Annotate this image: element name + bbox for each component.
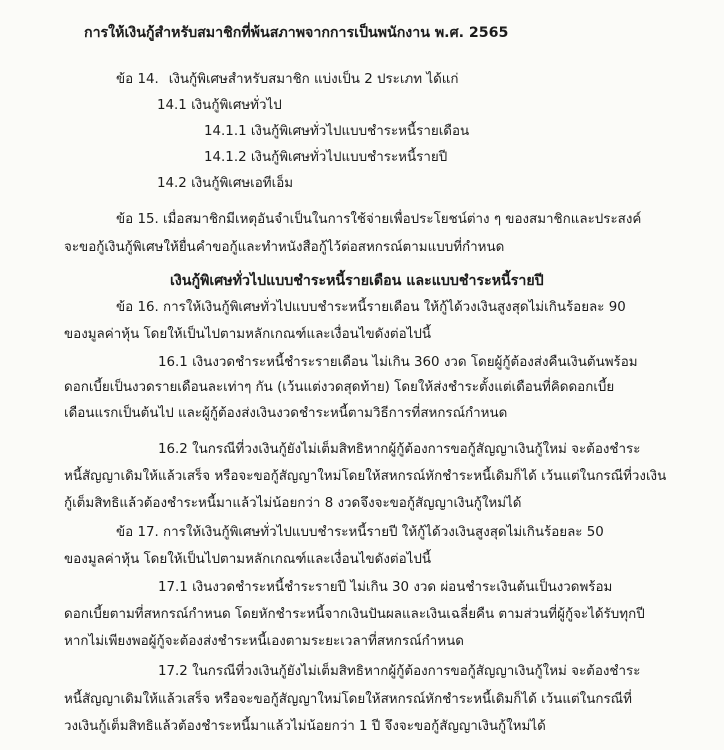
para-17-2-line-2: หนี้สัญญาเดิมให้แล้วเสร็จ หรือจะขอกู้สัญญาใหม่โดยให้สหกรณ์หักชำระหนี้เดิมก็ได้ เว้นแต่ในกรณีที่ (64, 692, 632, 707)
item-14-2: 14.2 เงินกู้พิเศษเอทีเอ็ม (157, 176, 294, 191)
para-16-1-line-1: 16.1 เงินงวดชำระหนี้ชำระรายเดือน ไม่เกิน 360 งวด โดยผู้กู้ต้องส่งคืนเงินต้นพร้อม (158, 355, 638, 370)
document-title: การให้เงินกู้สำหรับสมาชิกที่พ้นสภาพจากการเป็นพนักงาน พ.ศ. 2565 (84, 25, 509, 41)
para-17-1-line-2: ดอกเบี้ยตามที่สหกรณ์กำหนด โดยหักชำระหนี้จากเงินปันผลและเงินเฉลี่ยคืน ตามส่วนที่ผู้กู้จะได้รับทุกปี (64, 607, 645, 622)
clause-14-line (116, 70, 459, 90)
para-16-1-line-2: ดอกเบี้ยเป็นงวดรายเดือนละเท่าๆ กัน (เว้นแต่งวดสุดท้าย) โดยให้ส่งชำระตั้งแต่เดือนที่คิดดอกเบี้ย (64, 380, 615, 395)
clause-16-line-1: ข้อ 16. การให้เงินกู้พิเศษทั่วไปแบบชำระหนี้รายเดือน ให้กู้ได้วงเงินสูงสุดไม่เกินร้อยละ 90 (116, 300, 626, 315)
para-16-2-line-3: กู้เต็มสิทธิแล้วต้องชำระหนี้มาแล้วไม่น้อยกว่า 8 งวดจึงจะขอกู้สัญญาเงินกู้ใหม่ได้ (64, 496, 522, 511)
para-17-2-line-3: วงเงินกู้เต็มสิทธิแล้วต้องชำระหนี้มาแล้วไม่น้อยกว่า 1 ปี จึงจะขอกู้สัญญาเงินกู้ใหม่ได้ (64, 719, 546, 734)
clause-15-line-2: จะขอกู้เงินกู้พิเศษให้ยื่นคำขอกู้และทำหนังสือกู้ไว้ต่อสหกรณ์ตามแบบที่กำหนด (64, 240, 505, 255)
item-14-1-1: 14.1.1 เงินกู้พิเศษทั่วไปแบบชำระหนี้รายเดือน (204, 124, 470, 139)
clause-16-line-2: ของมูลค่าหุ้น โดยให้เป็นไปตามหลักเกณฑ์และเงื่อนไขดังต่อไปนี้ (64, 327, 432, 342)
para-17-1-line-1: 17.1 เงินงวดชำระหนี้ชำระรายปี ไม่เกิน 30 งวด ผ่อนชำระเงินต้นเป็นงวดพร้อม (158, 580, 613, 595)
clause-17-line-1: ข้อ 17. การให้เงินกู้พิเศษทั่วไปแบบชำระหนี้รายปี ให้กู้ได้วงเงินสูงสุดไม่เกินร้อยละ 50 (116, 525, 604, 540)
para-17-2-line-1: 17.2 ในกรณีที่วงเงินกู้ยังไม่เต็มสิทธิหากผู้กู้ต้องการขอกู้สัญญาเงินกู้ใหม่ จะต้องชำระ (158, 664, 641, 679)
section-heading: เงินกู้พิเศษทั่วไปแบบชำระหนี้รายเดือน และแบบชำระหนี้รายปี (170, 273, 544, 289)
clause-17-line-2: ของมูลค่าหุ้น โดยให้เป็นไปตามหลักเกณฑ์และเงื่อนไขดังต่อไปนี้ (64, 552, 432, 567)
clause-15-line-1: ข้อ 15. เมื่อสมาชิกมีเหตุอันจำเป็นในการใช้จ่ายเพื่อประโยชน์ต่าง ๆ ของสมาชิกและประสงค์ (116, 212, 642, 227)
para-17-1-line-3: หากไม่เพียงพอผู้กู้จะต้องส่งชำระหนี้เองตามระยะเวลาที่สหกรณ์กำหนด (64, 634, 464, 649)
item-14-1-2: 14.1.2 เงินกู้พิเศษทั่วไปแบบชำระหนี้รายปี (204, 150, 448, 165)
para-16-2-line-2: หนี้สัญญาเดิมให้แล้วเสร็จ หรือจะขอกู้สัญญาใหม่โดยให้สหกรณ์หักชำระหนี้เดิมก็ได้ เว้นแต่ในกรณีที่วงเงิน (64, 469, 667, 484)
para-16-2-line-1: 16.2 ในกรณีที่วงเงินกู้ยังไม่เต็มสิทธิหากผู้กู้ต้องการขอกู้สัญญาเงินกู้ใหม่ จะต้องชำระ (158, 442, 641, 457)
item-14-1: 14.1 เงินกู้พิเศษทั่วไป (157, 98, 282, 113)
para-16-1-line-3: เดือนแรกเป็นต้นไป และผู้กู้ต้องส่งเงินงวดชำระหนี้ตามวิธีการที่สหกรณ์กำหนด (64, 406, 508, 421)
clause-14-text: เงินกู้พิเศษสำหรับสมาชิก แบ่งเป็น 2 ประเภท ได้แก่ (168, 72, 459, 87)
clause-14-label: ข้อ 14. (116, 72, 159, 87)
